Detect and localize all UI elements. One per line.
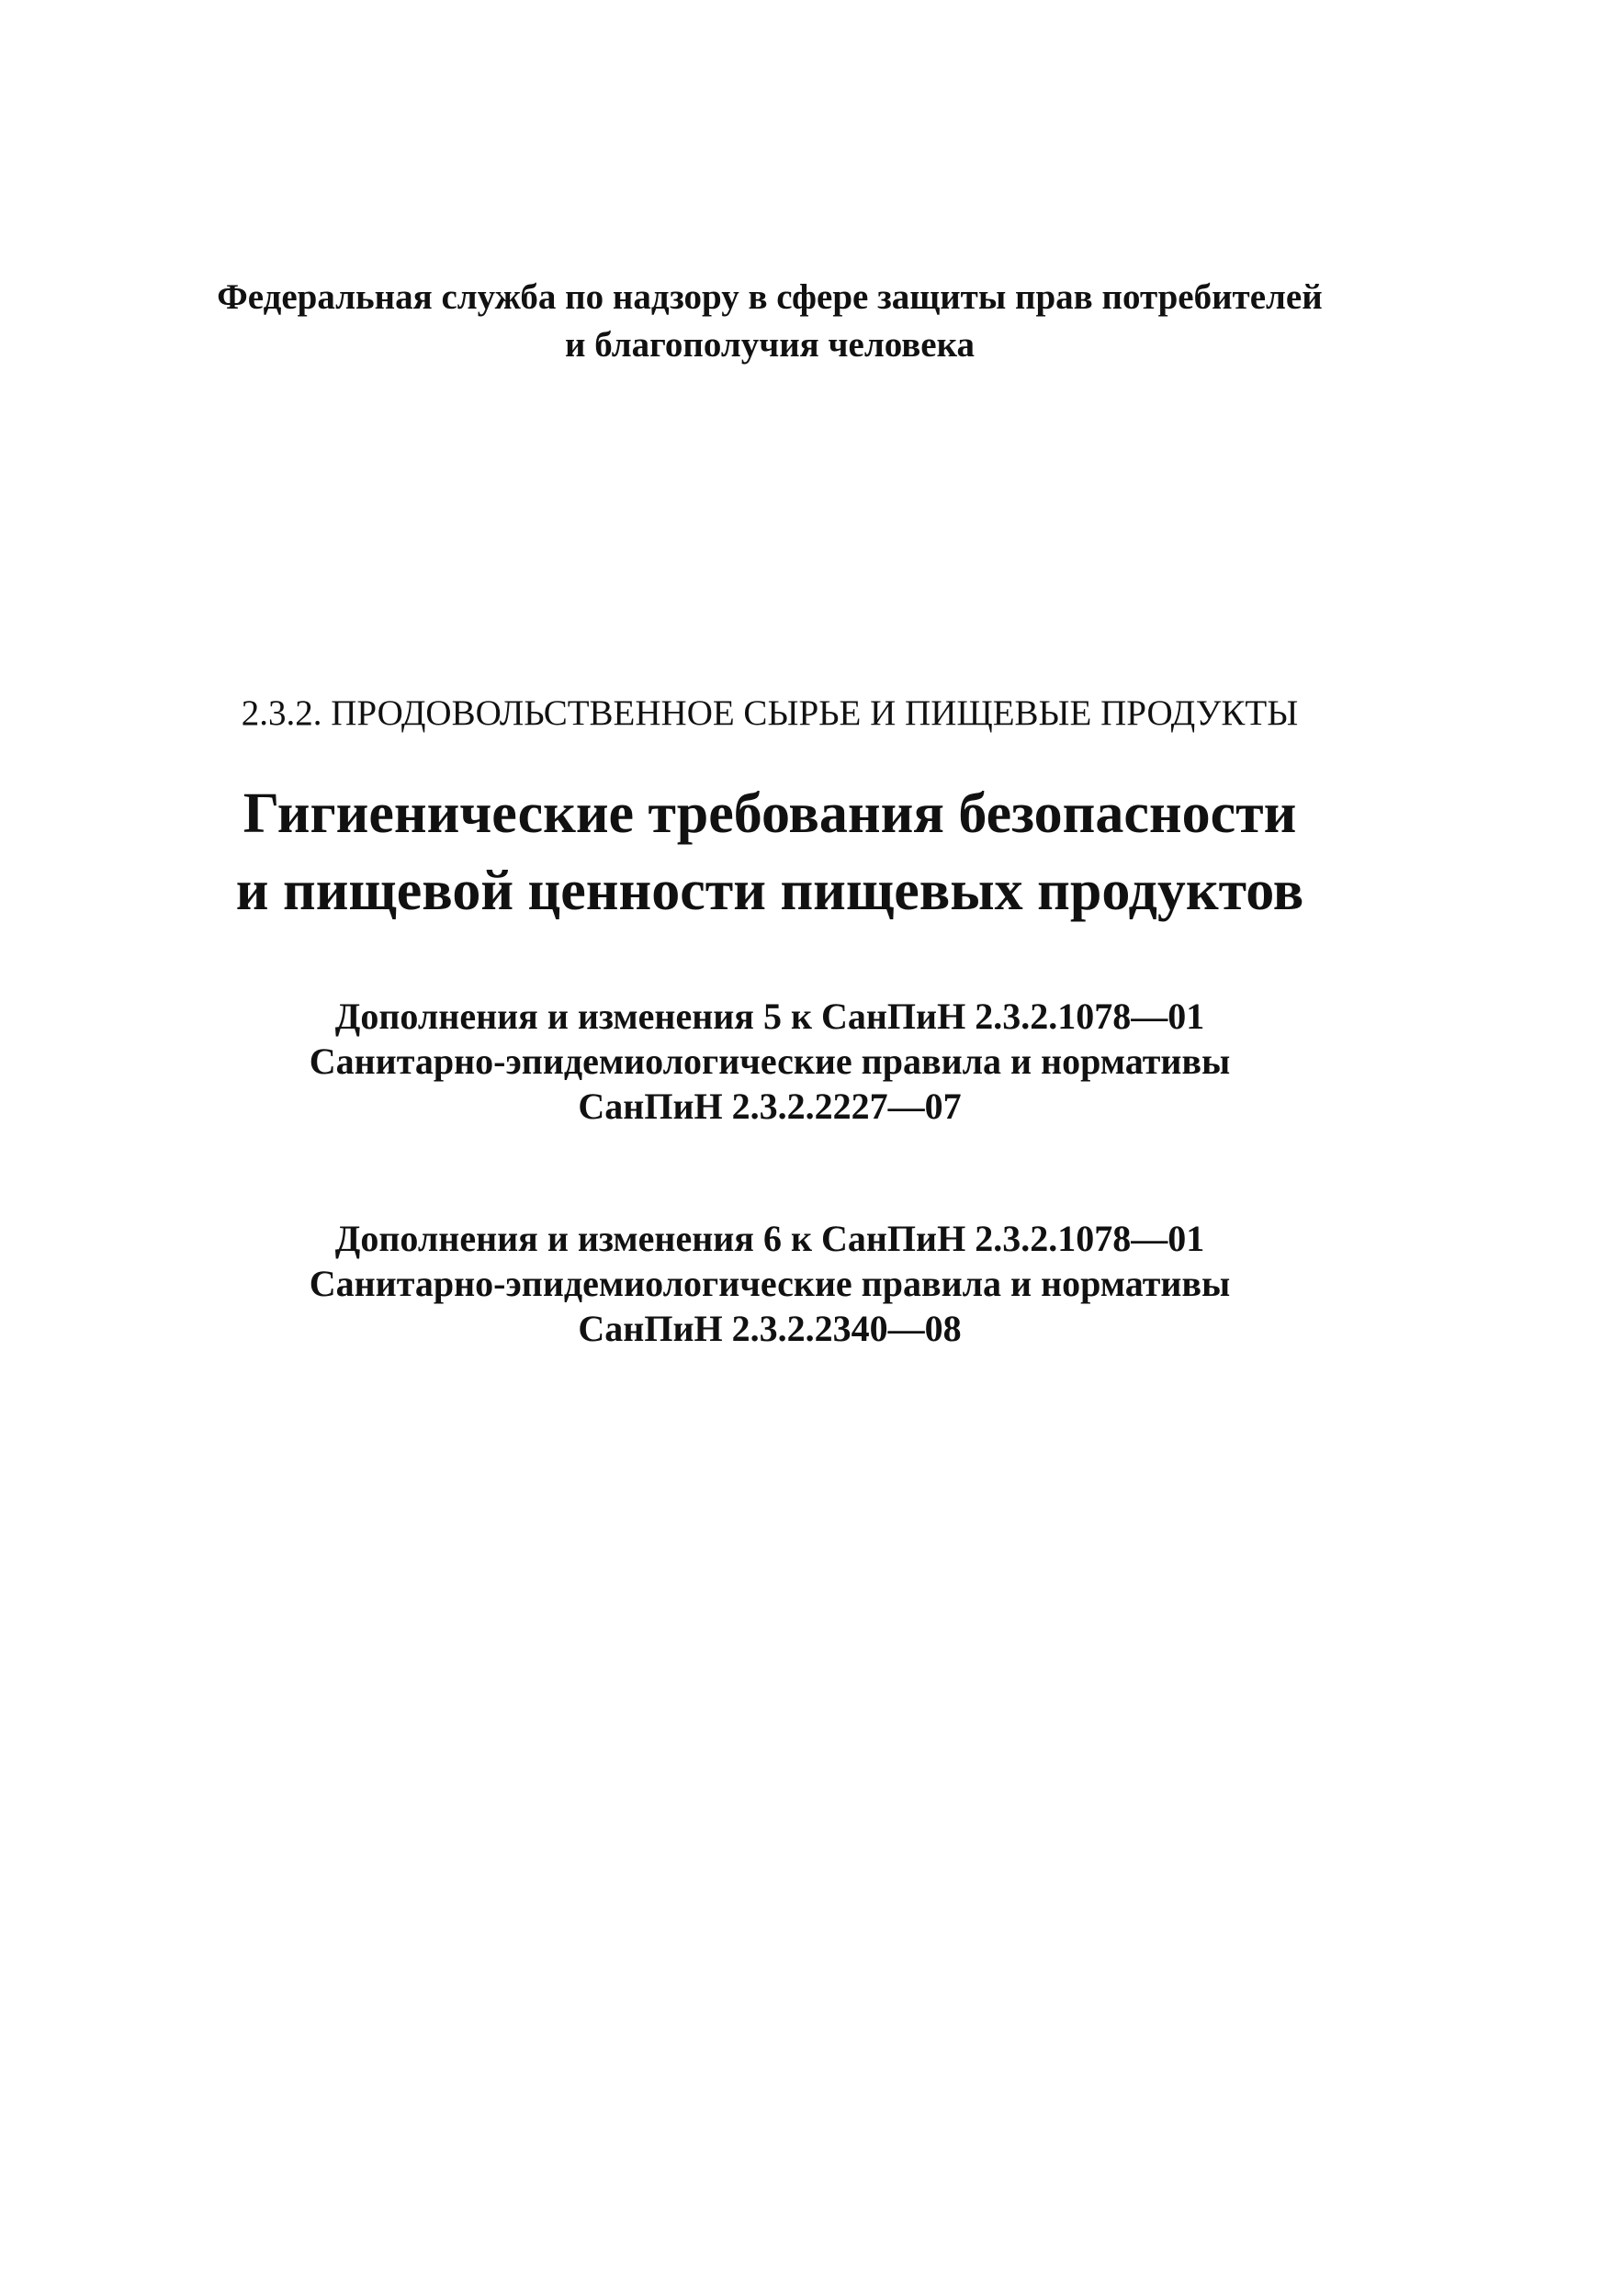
agency-name (129, 274, 1411, 369)
agency-name-line-2: и благополучия человека (565, 325, 975, 365)
amendment-5-heading: Дополнения и изменения 5 к СанПиН 2.3.2.1078—01 (334, 996, 1205, 1037)
document-title-line-2: и пищевой ценности пищевых продуктов (235, 860, 1304, 922)
document-title (129, 775, 1411, 929)
agency-name-line-1: Федеральная служба по надзору в сфере защиты прав потребителей (217, 277, 1323, 317)
amendment-5-code: СанПиН 2.3.2.2227—07 (578, 1086, 962, 1127)
amendment-6-block (129, 1216, 1411, 1351)
document-title-line-1: Гигиенические требования безопасности (243, 782, 1297, 845)
section-label-text: 2.3.2. ПРОДОВОЛЬСТВЕННОЕ СЫРЬЕ И ПИЩЕВЫЕ ПРОДУКТЫ (241, 693, 1299, 733)
amendment-5-block (129, 994, 1411, 1129)
section-label (129, 691, 1411, 737)
amendment-6-heading: Дополнения и изменения 6 к СанПиН 2.3.2.1078—01 (334, 1218, 1205, 1259)
amendment-6-subheading: Санитарно-эпидемиологические правила и нормативы (309, 1263, 1231, 1304)
amendment-6-code: СанПиН 2.3.2.2340—08 (578, 1308, 962, 1349)
amendment-5-subheading: Санитарно-эпидемиологические правила и нормативы (309, 1041, 1231, 1082)
